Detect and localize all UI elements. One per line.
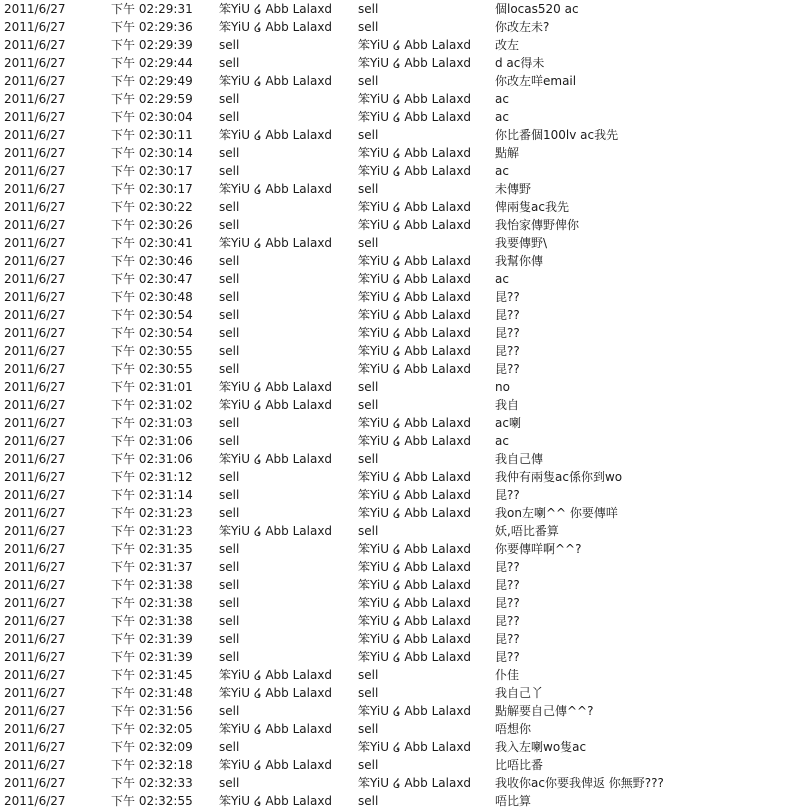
recipient-cell: 笨YiU ໒ Abb Lalaxd: [358, 218, 472, 232]
date-cell: 2011/6/27: [4, 578, 66, 592]
time-cell: 下午 02:31:48: [111, 686, 193, 700]
date-cell: 2011/6/27: [4, 272, 66, 286]
time-cell: 下午 02:30:04: [111, 110, 193, 124]
recipient-cell: 笨YiU ໒ Abb Lalaxd: [358, 578, 472, 592]
sender-cell: sell: [219, 218, 240, 232]
sender-cell: sell: [219, 614, 240, 628]
message-cell: 我要傳野\: [495, 236, 548, 250]
sender-cell: sell: [219, 38, 240, 52]
message-cell: 你改左咩email: [495, 74, 577, 88]
date-cell: 2011/6/27: [4, 146, 66, 160]
message-cell: 我on左喇^^ 你要傳咩: [495, 506, 618, 520]
message-cell: ac: [495, 92, 509, 106]
sender-cell: sell: [219, 596, 240, 610]
time-cell: 下午 02:32:09: [111, 740, 193, 754]
date-cell: 2011/6/27: [4, 560, 66, 574]
log-row[interactable]: [0, 486, 805, 504]
log-row[interactable]: [0, 144, 805, 162]
date-cell: 2011/6/27: [4, 614, 66, 628]
sender-cell: sell: [219, 506, 240, 520]
message-cell: ac: [495, 434, 509, 448]
date-cell: 2011/6/27: [4, 290, 66, 304]
message-cell: 昆??: [495, 578, 520, 592]
sender-cell: sell: [219, 110, 240, 124]
time-cell: 下午 02:30:55: [111, 344, 193, 358]
log-row[interactable]: [0, 630, 805, 648]
sender-cell: sell: [219, 416, 240, 430]
sender-cell: sell: [219, 632, 240, 646]
sender-cell: sell: [219, 92, 240, 106]
time-cell: 下午 02:31:03: [111, 416, 193, 430]
date-cell: 2011/6/27: [4, 416, 66, 430]
message-cell: 你改左未?: [495, 20, 550, 34]
log-row[interactable]: [0, 90, 805, 108]
recipient-cell: 笨YiU ໒ Abb Lalaxd: [358, 560, 472, 574]
date-cell: 2011/6/27: [4, 488, 66, 502]
message-cell: 點解: [495, 146, 520, 160]
date-cell: 2011/6/27: [4, 200, 66, 214]
message-cell: 我自: [495, 398, 520, 412]
log-row[interactable]: [0, 540, 805, 558]
message-cell: ac: [495, 164, 509, 178]
recipient-cell: sell: [358, 74, 379, 88]
sender-cell: 笨YiU ໒ Abb Lalaxd: [219, 524, 333, 538]
recipient-cell: 笨YiU ໒ Abb Lalaxd: [358, 92, 472, 106]
recipient-cell: sell: [358, 794, 379, 808]
log-row[interactable]: [0, 252, 805, 270]
log-row[interactable]: [0, 54, 805, 72]
date-cell: 2011/6/27: [4, 74, 66, 88]
recipient-cell: 笨YiU ໒ Abb Lalaxd: [358, 776, 472, 790]
log-row[interactable]: [0, 270, 805, 288]
date-cell: 2011/6/27: [4, 686, 66, 700]
date-cell: 2011/6/27: [4, 794, 66, 808]
message-cell: 昆??: [495, 488, 520, 502]
date-cell: 2011/6/27: [4, 434, 66, 448]
log-row[interactable]: [0, 378, 805, 396]
recipient-cell: sell: [358, 758, 379, 772]
recipient-cell: 笨YiU ໒ Abb Lalaxd: [358, 200, 472, 214]
time-cell: 下午 02:30:22: [111, 200, 193, 214]
message-cell: 我入左喇wo隻ac: [495, 740, 587, 754]
time-cell: 下午 02:30:26: [111, 218, 193, 232]
sender-cell: sell: [219, 578, 240, 592]
log-row[interactable]: [0, 180, 805, 198]
sender-cell: 笨YiU ໒ Abb Lalaxd: [219, 794, 333, 808]
log-row[interactable]: [0, 738, 805, 756]
date-cell: 2011/6/27: [4, 218, 66, 232]
recipient-cell: 笨YiU ໒ Abb Lalaxd: [358, 308, 472, 322]
message-cell: 我幫你傳: [495, 254, 544, 268]
date-cell: 2011/6/27: [4, 380, 66, 394]
message-cell: 昆??: [495, 290, 520, 304]
log-row[interactable]: [0, 648, 805, 666]
date-cell: 2011/6/27: [4, 20, 66, 34]
date-cell: 2011/6/27: [4, 470, 66, 484]
date-cell: 2011/6/27: [4, 758, 66, 772]
date-cell: 2011/6/27: [4, 632, 66, 646]
time-cell: 下午 02:32:18: [111, 758, 193, 772]
date-cell: 2011/6/27: [4, 56, 66, 70]
recipient-cell: sell: [358, 2, 379, 16]
date-cell: 2011/6/27: [4, 596, 66, 610]
sender-cell: 笨YiU ໒ Abb Lalaxd: [219, 74, 333, 88]
message-cell: 改左: [495, 38, 520, 52]
sender-cell: 笨YiU ໒ Abb Lalaxd: [219, 452, 333, 466]
message-cell: ac: [495, 110, 509, 124]
log-row[interactable]: [0, 72, 805, 90]
log-row[interactable]: [0, 306, 805, 324]
time-cell: 下午 02:31:06: [111, 434, 193, 448]
sender-cell: sell: [219, 326, 240, 340]
sender-cell: sell: [219, 146, 240, 160]
date-cell: 2011/6/27: [4, 326, 66, 340]
time-cell: 下午 02:30:47: [111, 272, 193, 286]
log-row[interactable]: [0, 522, 805, 540]
time-cell: 下午 02:31:38: [111, 578, 193, 592]
sender-cell: sell: [219, 434, 240, 448]
log-row[interactable]: [0, 594, 805, 612]
date-cell: 2011/6/27: [4, 182, 66, 196]
recipient-cell: 笨YiU ໒ Abb Lalaxd: [358, 146, 472, 160]
date-cell: 2011/6/27: [4, 452, 66, 466]
log-row[interactable]: [0, 324, 805, 342]
recipient-cell: sell: [358, 452, 379, 466]
time-cell: 下午 02:32:55: [111, 794, 193, 808]
time-cell: 下午 02:31:12: [111, 470, 193, 484]
time-cell: 下午 02:31:35: [111, 542, 193, 556]
sender-cell: sell: [219, 704, 240, 718]
time-cell: 下午 02:30:46: [111, 254, 193, 268]
recipient-cell: sell: [358, 20, 379, 34]
message-cell: 比唔比番: [495, 758, 544, 772]
recipient-cell: 笨YiU ໒ Abb Lalaxd: [358, 488, 472, 502]
date-cell: 2011/6/27: [4, 110, 66, 124]
date-cell: 2011/6/27: [4, 362, 66, 376]
log-row[interactable]: [0, 792, 805, 810]
log-row[interactable]: [0, 432, 805, 450]
sender-cell: 笨YiU ໒ Abb Lalaxd: [219, 398, 333, 412]
sender-cell: sell: [219, 560, 240, 574]
message-cell: no: [495, 380, 510, 394]
message-cell: 我怡家傳野俾你: [495, 218, 580, 232]
time-cell: 下午 02:31:56: [111, 704, 193, 718]
sender-cell: sell: [219, 740, 240, 754]
date-cell: 2011/6/27: [4, 398, 66, 412]
message-cell: 仆佳: [495, 668, 520, 682]
recipient-cell: sell: [358, 182, 379, 196]
log-row[interactable]: [0, 126, 805, 144]
date-cell: 2011/6/27: [4, 164, 66, 178]
recipient-cell: 笨YiU ໒ Abb Lalaxd: [358, 272, 472, 286]
message-cell: 俾兩隻ac我先: [495, 200, 569, 214]
date-cell: 2011/6/27: [4, 650, 66, 664]
recipient-cell: 笨YiU ໒ Abb Lalaxd: [358, 326, 472, 340]
log-row[interactable]: [0, 666, 805, 684]
date-cell: 2011/6/27: [4, 38, 66, 52]
date-cell: 2011/6/27: [4, 506, 66, 520]
time-cell: 下午 02:30:17: [111, 164, 193, 178]
time-cell: 下午 02:31:39: [111, 632, 193, 646]
time-cell: 下午 02:31:45: [111, 668, 193, 682]
message-cell: 我自己丫: [495, 686, 544, 700]
recipient-cell: 笨YiU ໒ Abb Lalaxd: [358, 632, 472, 646]
log-row[interactable]: [0, 702, 805, 720]
log-row[interactable]: [0, 198, 805, 216]
message-cell: ac: [495, 272, 509, 286]
log-row[interactable]: [0, 396, 805, 414]
time-cell: 下午 02:31:23: [111, 506, 193, 520]
message-cell: 我自己傳: [495, 452, 544, 466]
sender-cell: 笨YiU ໒ Abb Lalaxd: [219, 20, 333, 34]
message-cell: 唔比算: [495, 794, 532, 808]
time-cell: 下午 02:31:38: [111, 596, 193, 610]
time-cell: 下午 02:31:23: [111, 524, 193, 538]
log-row[interactable]: [0, 414, 805, 432]
recipient-cell: 笨YiU ໒ Abb Lalaxd: [358, 470, 472, 484]
sender-cell: 笨YiU ໒ Abb Lalaxd: [219, 182, 333, 196]
sender-cell: 笨YiU ໒ Abb Lalaxd: [219, 668, 333, 682]
message-cell: 妖,唔比番算: [495, 524, 559, 538]
time-cell: 下午 02:31:14: [111, 488, 193, 502]
recipient-cell: 笨YiU ໒ Abb Lalaxd: [358, 38, 472, 52]
time-cell: 下午 02:30:14: [111, 146, 193, 160]
recipient-cell: 笨YiU ໒ Abb Lalaxd: [358, 416, 472, 430]
message-cell: 昆??: [495, 362, 520, 376]
time-cell: 下午 02:31:39: [111, 650, 193, 664]
sender-cell: 笨YiU ໒ Abb Lalaxd: [219, 2, 333, 16]
recipient-cell: 笨YiU ໒ Abb Lalaxd: [358, 596, 472, 610]
log-row[interactable]: [0, 720, 805, 738]
recipient-cell: sell: [358, 236, 379, 250]
time-cell: 下午 02:29:36: [111, 20, 193, 34]
recipient-cell: 笨YiU ໒ Abb Lalaxd: [358, 344, 472, 358]
recipient-cell: 笨YiU ໒ Abb Lalaxd: [358, 614, 472, 628]
message-cell: 昆??: [495, 560, 520, 574]
log-row[interactable]: [0, 684, 805, 702]
time-cell: 下午 02:29:39: [111, 38, 193, 52]
log-row[interactable]: [0, 504, 805, 522]
time-cell: 下午 02:30:55: [111, 362, 193, 376]
sender-cell: sell: [219, 344, 240, 358]
time-cell: 下午 02:30:54: [111, 308, 193, 322]
recipient-cell: 笨YiU ໒ Abb Lalaxd: [358, 254, 472, 268]
log-row[interactable]: [0, 468, 805, 486]
message-cell: 你要傳咩啊^^?: [495, 542, 582, 556]
recipient-cell: 笨YiU ໒ Abb Lalaxd: [358, 110, 472, 124]
log-row[interactable]: [0, 0, 805, 18]
time-cell: 下午 02:29:49: [111, 74, 193, 88]
date-cell: 2011/6/27: [4, 740, 66, 754]
sender-cell: sell: [219, 200, 240, 214]
recipient-cell: sell: [358, 398, 379, 412]
sender-cell: 笨YiU ໒ Abb Lalaxd: [219, 758, 333, 772]
log-row[interactable]: [0, 612, 805, 630]
message-cell: 未傳野: [495, 182, 532, 196]
time-cell: 下午 02:32:05: [111, 722, 193, 736]
message-cell: 昆??: [495, 308, 520, 322]
log-row[interactable]: [0, 18, 805, 36]
time-cell: 下午 02:31:06: [111, 452, 193, 466]
message-cell: 唔想你: [495, 722, 532, 736]
time-cell: 下午 02:30:11: [111, 128, 193, 142]
recipient-cell: 笨YiU ໒ Abb Lalaxd: [358, 434, 472, 448]
recipient-cell: 笨YiU ໒ Abb Lalaxd: [358, 56, 472, 70]
log-row[interactable]: [0, 234, 805, 252]
recipient-cell: sell: [358, 380, 379, 394]
message-cell: 昆??: [495, 632, 520, 646]
date-cell: 2011/6/27: [4, 704, 66, 718]
date-cell: 2011/6/27: [4, 344, 66, 358]
message-cell: 昆??: [495, 326, 520, 340]
date-cell: 2011/6/27: [4, 776, 66, 790]
message-cell: 昆??: [495, 650, 520, 664]
date-cell: 2011/6/27: [4, 668, 66, 682]
date-cell: 2011/6/27: [4, 236, 66, 250]
log-row[interactable]: [0, 288, 805, 306]
recipient-cell: sell: [358, 686, 379, 700]
message-cell: 昆??: [495, 596, 520, 610]
time-cell: 下午 02:29:44: [111, 56, 193, 70]
message-cell: 昆??: [495, 614, 520, 628]
log-row[interactable]: [0, 756, 805, 774]
time-cell: 下午 02:31:02: [111, 398, 193, 412]
log-row[interactable]: [0, 162, 805, 180]
time-cell: 下午 02:29:31: [111, 2, 193, 16]
recipient-cell: 笨YiU ໒ Abb Lalaxd: [358, 650, 472, 664]
recipient-cell: sell: [358, 128, 379, 142]
sender-cell: sell: [219, 470, 240, 484]
log-row[interactable]: [0, 576, 805, 594]
message-cell: 個locas520 ac: [495, 2, 579, 16]
recipient-cell: 笨YiU ໒ Abb Lalaxd: [358, 740, 472, 754]
sender-cell: sell: [219, 542, 240, 556]
time-cell: 下午 02:31:01: [111, 380, 193, 394]
time-cell: 下午 02:29:59: [111, 92, 193, 106]
recipient-cell: 笨YiU ໒ Abb Lalaxd: [358, 506, 472, 520]
sender-cell: sell: [219, 488, 240, 502]
time-cell: 下午 02:30:17: [111, 182, 193, 196]
date-cell: 2011/6/27: [4, 722, 66, 736]
log-row[interactable]: [0, 216, 805, 234]
sender-cell: sell: [219, 650, 240, 664]
sender-cell: sell: [219, 362, 240, 376]
log-row[interactable]: [0, 36, 805, 54]
date-cell: 2011/6/27: [4, 2, 66, 16]
sender-cell: sell: [219, 164, 240, 178]
sender-cell: sell: [219, 254, 240, 268]
message-cell: 昆??: [495, 344, 520, 358]
date-cell: 2011/6/27: [4, 542, 66, 556]
log-row[interactable]: [0, 450, 805, 468]
message-cell: ac喇: [495, 416, 521, 430]
recipient-cell: 笨YiU ໒ Abb Lalaxd: [358, 362, 472, 376]
time-cell: 下午 02:30:54: [111, 326, 193, 340]
time-cell: 下午 02:32:33: [111, 776, 193, 790]
recipient-cell: 笨YiU ໒ Abb Lalaxd: [358, 542, 472, 556]
sender-cell: sell: [219, 776, 240, 790]
sender-cell: sell: [219, 56, 240, 70]
sender-cell: 笨YiU ໒ Abb Lalaxd: [219, 686, 333, 700]
sender-cell: 笨YiU ໒ Abb Lalaxd: [219, 236, 333, 250]
sender-cell: 笨YiU ໒ Abb Lalaxd: [219, 128, 333, 142]
date-cell: 2011/6/27: [4, 128, 66, 142]
recipient-cell: 笨YiU ໒ Abb Lalaxd: [358, 290, 472, 304]
sender-cell: sell: [219, 290, 240, 304]
recipient-cell: sell: [358, 524, 379, 538]
message-cell: 你比番個100lv ac我先: [495, 128, 619, 142]
log-row[interactable]: [0, 558, 805, 576]
log-row[interactable]: [0, 108, 805, 126]
message-cell: 點解要自己傳^^?: [495, 704, 594, 718]
recipient-cell: 笨YiU ໒ Abb Lalaxd: [358, 704, 472, 718]
message-cell: d ac得未: [495, 56, 545, 70]
message-cell: 我收你ac你要我俾返 你無野???: [495, 776, 664, 790]
sender-cell: sell: [219, 308, 240, 322]
date-cell: 2011/6/27: [4, 92, 66, 106]
recipient-cell: 笨YiU ໒ Abb Lalaxd: [358, 164, 472, 178]
log-row[interactable]: [0, 774, 805, 792]
recipient-cell: sell: [358, 668, 379, 682]
date-cell: 2011/6/27: [4, 308, 66, 322]
recipient-cell: sell: [358, 722, 379, 736]
sender-cell: 笨YiU ໒ Abb Lalaxd: [219, 380, 333, 394]
time-cell: 下午 02:30:41: [111, 236, 193, 250]
time-cell: 下午 02:31:38: [111, 614, 193, 628]
log-row[interactable]: [0, 360, 805, 378]
log-row[interactable]: [0, 342, 805, 360]
sender-cell: sell: [219, 272, 240, 286]
time-cell: 下午 02:30:48: [111, 290, 193, 304]
date-cell: 2011/6/27: [4, 254, 66, 268]
sender-cell: 笨YiU ໒ Abb Lalaxd: [219, 722, 333, 736]
time-cell: 下午 02:31:37: [111, 560, 193, 574]
message-cell: 我仲有兩隻ac係你到wo: [495, 470, 623, 484]
date-cell: 2011/6/27: [4, 524, 66, 538]
